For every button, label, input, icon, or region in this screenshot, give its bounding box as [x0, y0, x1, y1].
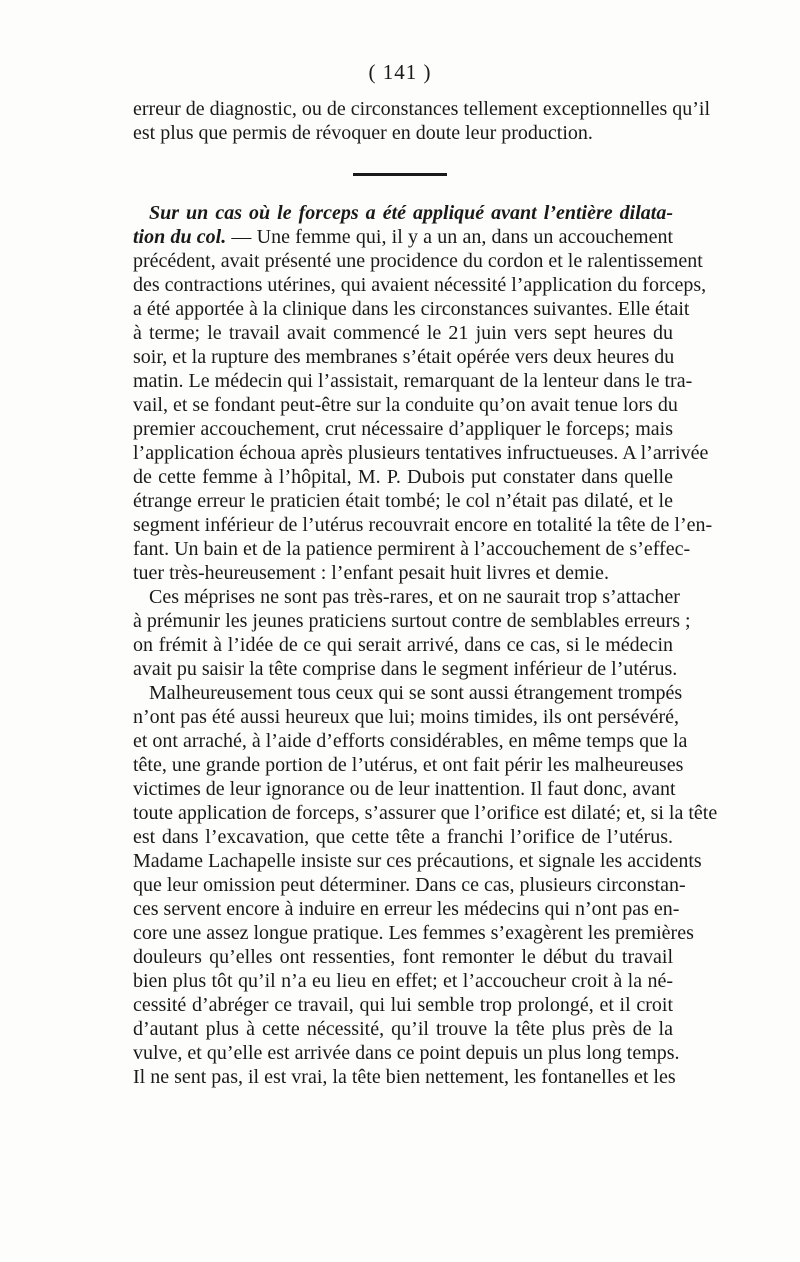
- page-number: ( 141 ): [368, 60, 432, 84]
- text-line: Malheureusement tous ceux qui se sont aussi étrangement trompés: [149, 682, 683, 704]
- text-line: tête, une grande portion de l’utérus, et ont fait périr les malheureuses: [133, 754, 684, 776]
- text-line: tuer très-heureusement : l’enfant pesait huit livres et demie.: [133, 562, 609, 584]
- text-line: Il ne sent pas, il est vrai, la tête bien nettement, les fontanelles et les: [133, 1066, 676, 1088]
- text-line: que leur omission peut déterminer. Dans ce cas, plusieurs circonstan-: [133, 874, 686, 896]
- text-line: premier accouchement, crut nécessaire d’appliquer le forceps; mais: [133, 418, 673, 440]
- text-line: [133, 225, 673, 249]
- section-heading-text: Sur un cas où le forceps a été appliqué avant l’entière dilata-: [149, 202, 673, 224]
- text-line: soir, et la rupture des membranes s’était opérée vers deux heures du: [133, 346, 675, 368]
- text-line: des contractions utérines, qui avaient nécessité l’application du forceps,: [133, 274, 707, 296]
- text-line: victimes de leur ignorance ou de leur inattention. Il faut donc, avant: [133, 778, 676, 800]
- text-line: toute application de forceps, s’assurer que l’orifice est dilaté; et, si la tête: [133, 802, 718, 824]
- text-line: l’application échoua après plusieurs tentatives infructueuses. A l’arrivée: [133, 442, 709, 464]
- text-line: Madame Lachapelle insiste sur ces précautions, et signale les accidents: [133, 850, 702, 872]
- text-line: fant. Un bain et de la patience permirent à l’accouchement de s’effec-: [133, 538, 691, 560]
- text-line: d’autant plus à cette nécessité, qu’il trouve la tête plus près de la: [133, 1018, 673, 1040]
- text-line: on frémit à l’idée de ce qui serait arrivé, dans ce cas, si le médecin: [133, 634, 673, 656]
- text-line: à prémunir les jeunes praticiens surtout contre de semblables erreurs ;: [133, 610, 691, 632]
- section-heading: [149, 201, 673, 225]
- text-line: ces servent encore à induire en erreur les médecins qui n’ont pas en-: [133, 898, 680, 920]
- text-line: core une assez longue pratique. Les femmes s’exagèrent les premières: [133, 922, 694, 944]
- text-line: de cette femme à l’hôpital, M. P. Dubois put constater dans quelle: [133, 466, 673, 488]
- text-line: et ont arraché, à l’aide d’efforts considérables, en même temps que la: [133, 730, 688, 752]
- text-line: erreur de diagnostic, ou de circonstances tellement exceptionnelles qu’il: [133, 98, 711, 120]
- text-line: matin. Le médecin qui l’assistait, remarquant de la lenteur dans le tra-: [133, 370, 693, 392]
- text-line: étrange erreur le praticien était tombé; le col n’était pas dilaté, et le: [133, 490, 673, 512]
- text-line: vulve, et qu’elle est arrivée dans ce point depuis un plus long temps.: [133, 1042, 680, 1064]
- text-line: n’ont pas été aussi heureux que lui; moins timides, ils ont persévéré,: [133, 706, 679, 728]
- section-divider: [353, 173, 447, 176]
- text-line: douleurs qu’elles ont ressenties, font remonter le début du travail: [133, 946, 673, 968]
- text-line: à terme; le travail avait commencé le 21 juin vers sept heures du: [133, 322, 673, 344]
- text-line: segment inférieur de l’utérus recouvrait encore en totalité la tête de l’en-: [133, 514, 713, 536]
- text-line: cessité d’abréger ce travail, qui lui semble trop prolongé, et il croit: [133, 994, 673, 1016]
- text-line: est plus que permis de révoquer en doute leur production.: [133, 122, 593, 144]
- text-span: — Une femme qui, il y a un an, dans un accouchement: [226, 226, 674, 248]
- text-line: avait pu saisir la tête comprise dans le segment inférieur de l’utérus.: [133, 658, 678, 680]
- text-line: a été apportée à la clinique dans les circonstances suivantes. Elle était: [133, 298, 690, 320]
- section-heading-text: tion du col.: [133, 226, 227, 248]
- text-line: bien plus tôt qu’il n’a eu lieu en effet; et l’accoucheur croit à la né-: [133, 970, 673, 992]
- text-line: précédent, avait présenté une procidence du cordon et le ralentissement: [133, 250, 703, 272]
- text-line: est dans l’excavation, que cette tête a franchi l’orifice de l’utérus.: [133, 826, 673, 848]
- text-line: Ces méprises ne sont pas très-rares, et on ne saurait trop s’attacher: [149, 586, 680, 608]
- text-line: vail, et se fondant peut-être sur la conduite qu’on avait tenue lors du: [133, 394, 678, 416]
